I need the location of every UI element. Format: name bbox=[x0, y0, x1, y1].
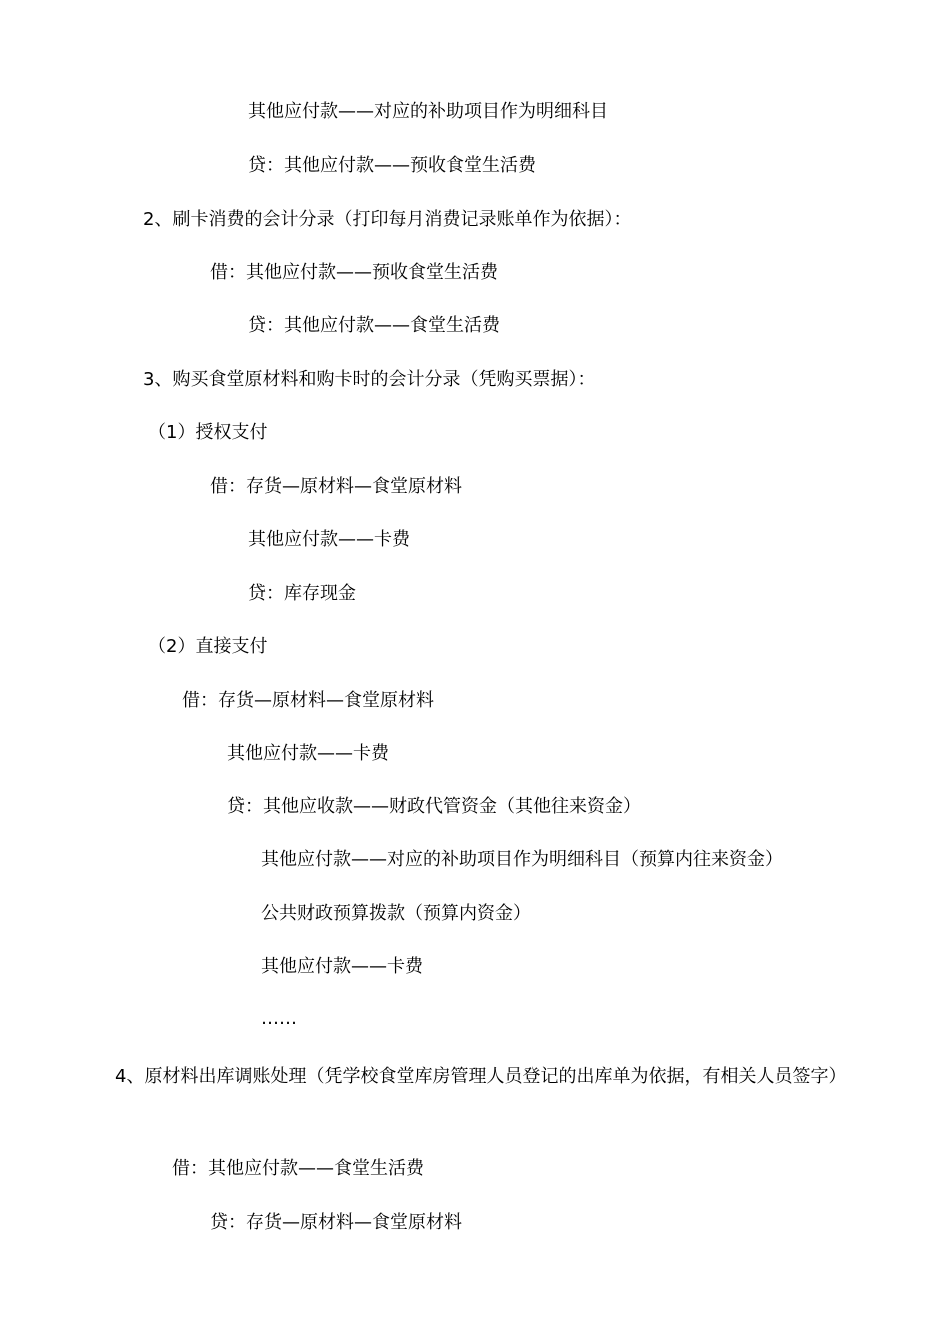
text-line: 其他应付款——卡费 bbox=[261, 956, 423, 977]
text-line: 其他应付款——卡费 bbox=[227, 743, 389, 764]
subsection-heading: （2）直接支付 bbox=[148, 636, 268, 657]
ellipsis: …… bbox=[261, 1008, 297, 1029]
text-line: 贷：存货—原材料—食堂原材料 bbox=[210, 1212, 462, 1233]
text-line: 贷：库存现金 bbox=[248, 583, 356, 604]
text-line: 公共财政预算拨款（预算内资金） bbox=[261, 903, 531, 924]
text-line: 其他应付款——对应的补助项目作为明细科目（预算内往来资金） bbox=[261, 849, 783, 870]
text-line: 贷：其他应付款——食堂生活费 bbox=[248, 315, 500, 336]
text-line: 其他应付款——卡费 bbox=[248, 529, 410, 550]
subsection-heading: （1）授权支付 bbox=[148, 422, 268, 443]
text-line: 其他应付款——对应的补助项目作为明细科目 bbox=[248, 101, 608, 122]
text-line: 借：存货—原材料—食堂原材料 bbox=[210, 476, 462, 497]
section-heading: 2、刷卡消费的会计分录（打印每月消费记录账单作为依据）： bbox=[143, 209, 632, 230]
text-line: 贷：其他应收款——财政代管资金（其他往来资金） bbox=[227, 796, 641, 817]
text-line: 借：其他应付款——食堂生活费 bbox=[172, 1158, 424, 1179]
section-heading: 4、原材料出库调账处理（凭学校食堂库房管理人员登记的出库单为依据，有相关人员签字） bbox=[115, 1066, 847, 1087]
text-line: 借：存货—原材料—食堂原材料 bbox=[182, 690, 434, 711]
section-heading: 3、购买食堂原材料和购卡时的会计分录（凭购买票据）： bbox=[143, 369, 596, 390]
text-line: 贷：其他应付款——预收食堂生活费 bbox=[248, 155, 536, 176]
text-line: 借：其他应付款——预收食堂生活费 bbox=[210, 262, 498, 283]
